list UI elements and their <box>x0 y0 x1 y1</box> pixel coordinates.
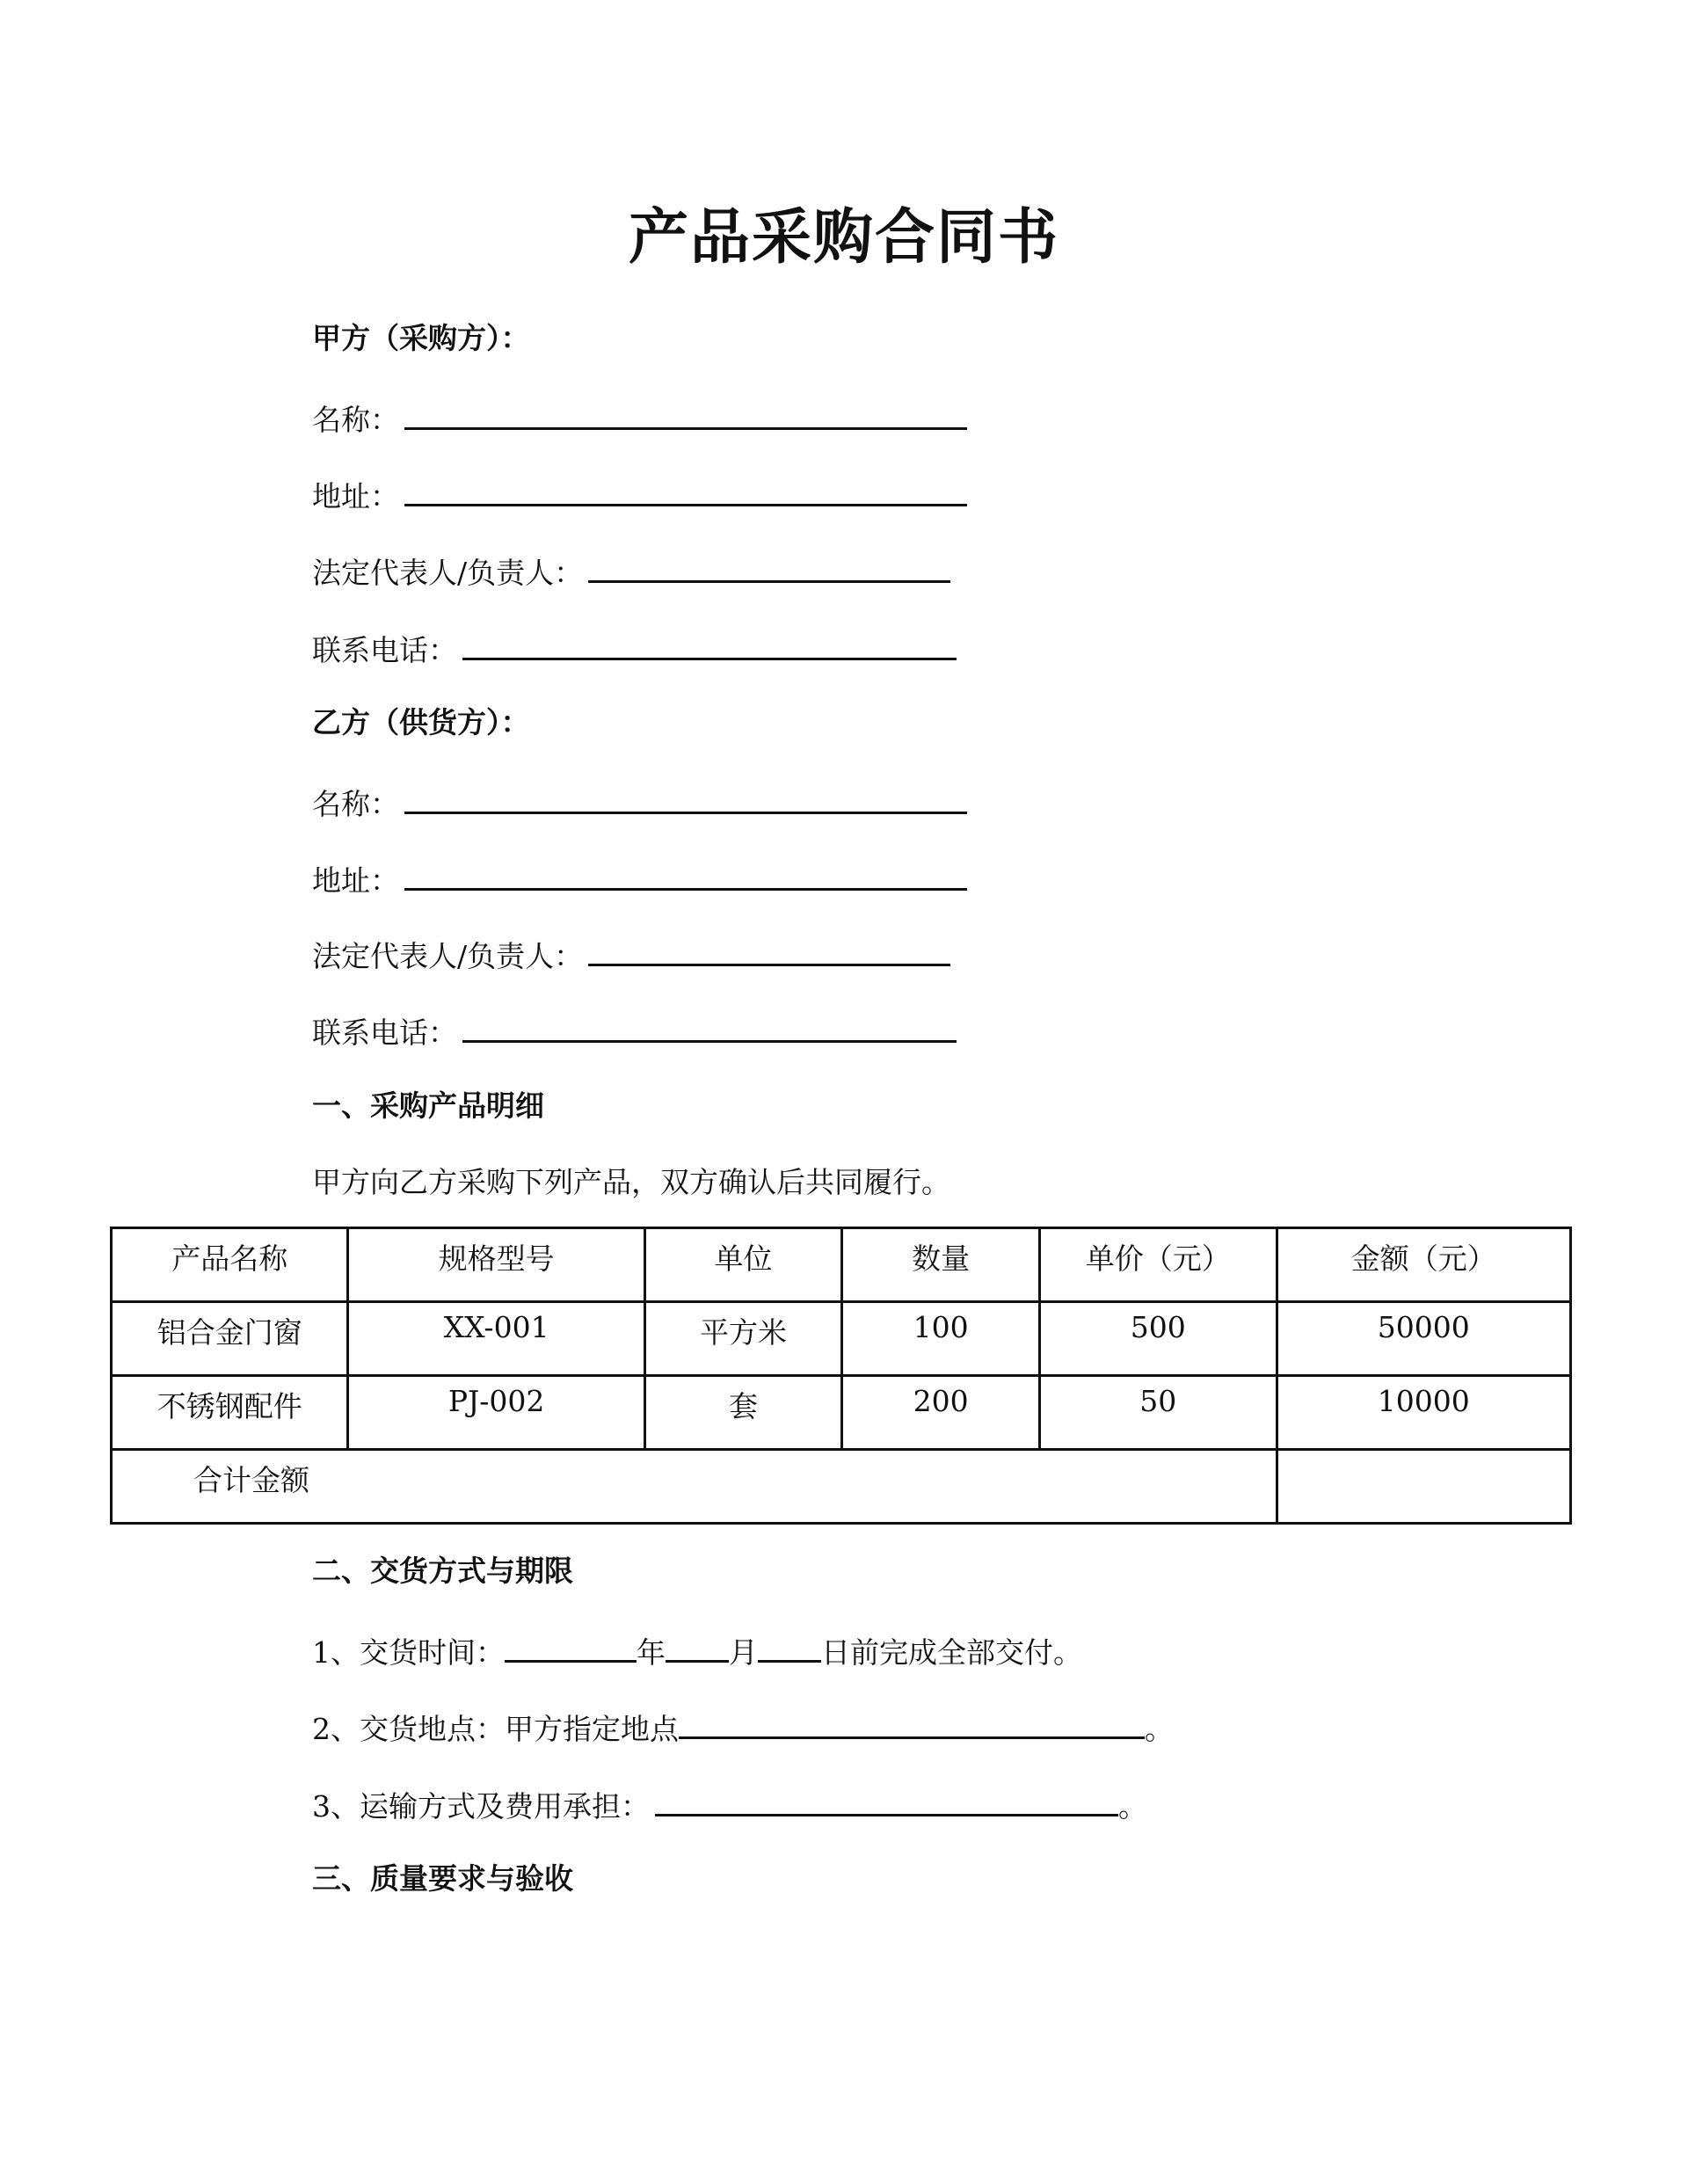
table-header-row <box>112 1228 1571 1302</box>
party-b-phone-field[interactable] <box>462 1007 957 1043</box>
table-cell: 50 <box>1039 1376 1277 1450</box>
delivery-place-label: 2、交货地点：甲方指定地点 <box>312 1712 679 1746</box>
transport-field[interactable] <box>655 1780 1118 1816</box>
table-cell: 铝合金门窗 <box>112 1302 348 1376</box>
table-cell: 50000 <box>1277 1302 1570 1376</box>
party-a-rep-label: 法定代表人/负责人： <box>312 556 584 590</box>
party-a-heading: 甲方（采购方）： <box>312 321 530 355</box>
party-b-address-row <box>312 855 967 903</box>
header-amount: 金额（元） <box>1277 1228 1570 1302</box>
party-b-name-label: 名称： <box>312 787 399 821</box>
table-cell: 10000 <box>1277 1376 1570 1450</box>
table-cell: 套 <box>644 1376 842 1450</box>
transport-label: 3、运输方式及费用承担： <box>312 1789 650 1824</box>
party-b-address-label: 地址： <box>312 863 399 898</box>
party-a-rep-row <box>312 547 950 595</box>
section1-heading: 一、采购产品明细 <box>312 1088 544 1123</box>
total-amount-value[interactable] <box>1277 1450 1570 1524</box>
party-b-heading: 乙方（供货方）： <box>312 705 530 739</box>
table-cell: 200 <box>842 1376 1040 1450</box>
party-a-name-field[interactable] <box>404 394 967 430</box>
table-row <box>112 1376 1571 1450</box>
table-total-row <box>112 1450 1571 1524</box>
party-a-phone-row <box>312 624 957 673</box>
delivery-place-row <box>312 1703 1174 1751</box>
party-a-address-row <box>312 470 967 519</box>
table-cell: 500 <box>1039 1302 1277 1376</box>
header-quantity: 数量 <box>842 1228 1040 1302</box>
delivery-year-field[interactable] <box>505 1627 637 1663</box>
year-label: 年 <box>637 1635 666 1670</box>
delivery-place-suffix: 。 <box>1145 1712 1174 1746</box>
delivery-place-field[interactable] <box>679 1703 1145 1739</box>
table-cell: XX-001 <box>348 1302 644 1376</box>
party-b-phone-row <box>312 1007 957 1055</box>
document-title: 产品采购合同书 <box>628 202 1059 273</box>
party-b-rep-label: 法定代表人/负责人： <box>312 939 584 973</box>
delivery-day-field[interactable] <box>758 1627 821 1663</box>
party-b-address-field[interactable] <box>404 855 967 891</box>
delivery-time-row <box>312 1627 1082 1675</box>
party-b-phone-label: 联系电话： <box>312 1016 457 1050</box>
table-cell: 100 <box>842 1302 1040 1376</box>
party-b-rep-field[interactable] <box>588 930 950 966</box>
delivery-time-suffix: 日前完成全部交付。 <box>821 1635 1082 1670</box>
party-a-name-label: 名称： <box>312 403 399 437</box>
table-row <box>112 1302 1571 1376</box>
party-b-rep-row <box>312 930 950 979</box>
party-b-name-row <box>312 778 967 826</box>
party-a-address-label: 地址： <box>312 479 399 513</box>
header-product-name: 产品名称 <box>112 1228 348 1302</box>
transport-suffix: 。 <box>1118 1789 1147 1824</box>
party-a-phone-label: 联系电话： <box>312 633 457 667</box>
table-cell: 不锈钢配件 <box>112 1376 348 1450</box>
product-table <box>110 1227 1572 1525</box>
delivery-month-field[interactable] <box>666 1627 729 1663</box>
party-a-rep-field[interactable] <box>588 547 950 583</box>
delivery-time-label: 1、交货时间： <box>312 1635 505 1670</box>
header-unit: 单位 <box>644 1228 842 1302</box>
party-a-name-row <box>312 394 967 442</box>
section1-intro: 甲方向乙方采购下列产品，双方确认后共同履行。 <box>312 1165 950 1199</box>
header-spec-model: 规格型号 <box>348 1228 644 1302</box>
party-a-phone-field[interactable] <box>462 624 957 660</box>
party-b-name-field[interactable] <box>404 778 967 814</box>
header-unit-price: 单价（元） <box>1039 1228 1277 1302</box>
section3-heading: 三、质量要求与验收 <box>312 1861 573 1896</box>
month-label: 月 <box>729 1635 758 1670</box>
total-amount-label: 合计金额 <box>112 1450 1277 1524</box>
transport-row <box>312 1780 1147 1829</box>
table-cell: 平方米 <box>644 1302 842 1376</box>
table-cell: PJ-002 <box>348 1376 644 1450</box>
section2-heading: 二、交货方式与期限 <box>312 1554 573 1588</box>
party-a-address-field[interactable] <box>404 470 967 506</box>
